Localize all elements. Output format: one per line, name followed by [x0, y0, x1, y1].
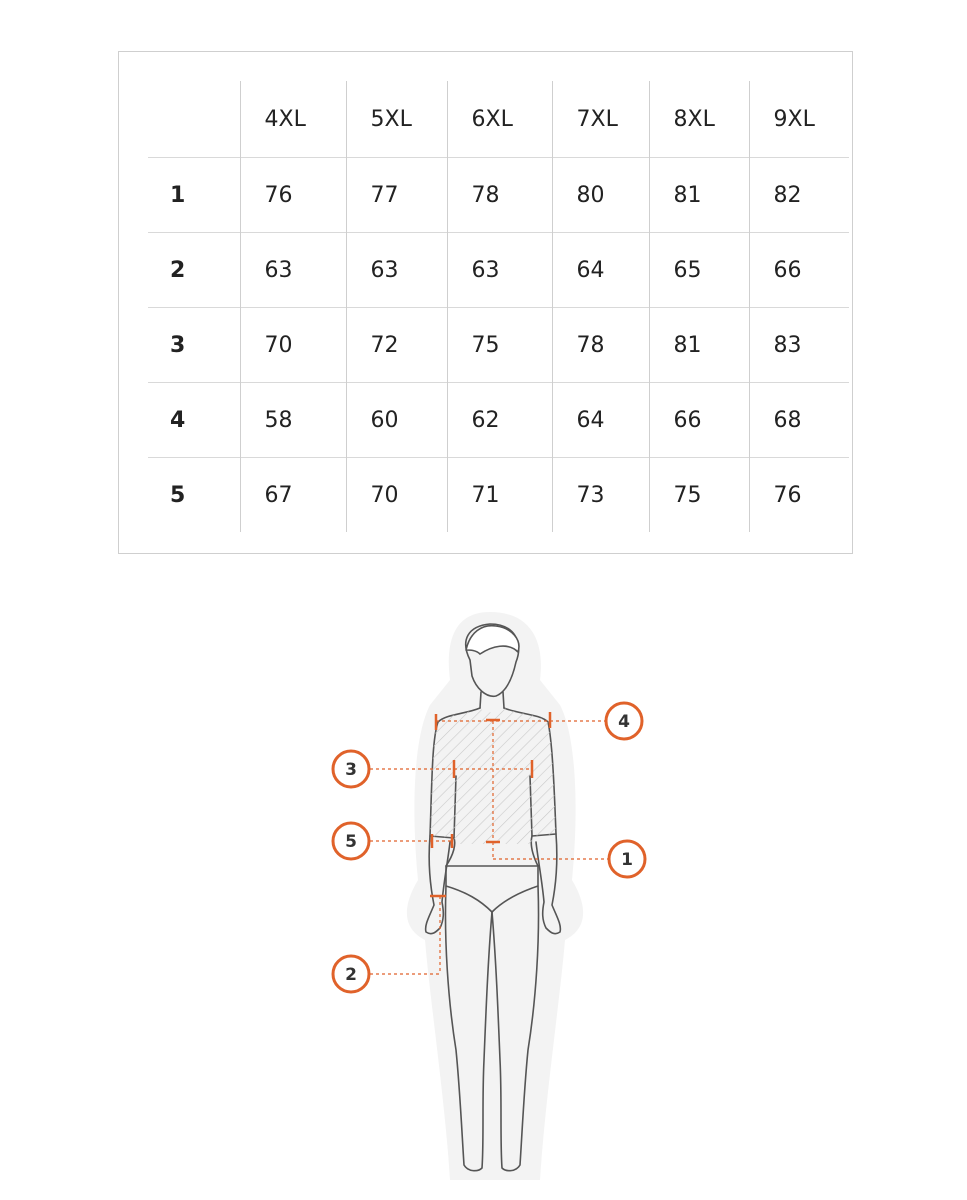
table-cell: 70 [346, 458, 447, 533]
marker-badge-4 [606, 703, 642, 739]
marker-badge-5 [333, 823, 369, 859]
size-header-cell: 6XL [447, 81, 552, 158]
marker-number: 2 [345, 965, 357, 985]
table-cell: 75 [447, 308, 552, 383]
measurement-number: 2 [148, 233, 240, 308]
size-header-cell: 4XL [240, 81, 346, 158]
measurement-diagram [0, 580, 967, 1200]
table-cell: 71 [447, 458, 552, 533]
size-table-header-row [148, 81, 849, 158]
table-cell: 63 [447, 233, 552, 308]
size-header-cell: 9XL [749, 81, 849, 158]
marker-badge-1 [609, 841, 645, 877]
table-cell: 60 [346, 383, 447, 458]
marker-number: 4 [618, 712, 630, 732]
table-cell: 63 [240, 233, 346, 308]
measurement-number: 4 [148, 383, 240, 458]
table-cell: 76 [749, 458, 849, 533]
marker-number: 3 [345, 760, 357, 780]
table-cell: 83 [749, 308, 849, 383]
table-cell: 81 [649, 158, 749, 233]
measurement-number: 3 [148, 308, 240, 383]
table-cell: 62 [447, 383, 552, 458]
size-table-corner [148, 81, 240, 158]
table-row [148, 308, 849, 383]
table-cell: 78 [552, 308, 649, 383]
table-cell: 70 [240, 308, 346, 383]
marker-badge-3 [333, 751, 369, 787]
table-row [148, 158, 849, 233]
table-row [148, 458, 849, 533]
measurement-number: 1 [148, 158, 240, 233]
table-cell: 75 [649, 458, 749, 533]
table-cell: 64 [552, 383, 649, 458]
marker-number: 5 [345, 832, 357, 852]
table-cell: 82 [749, 158, 849, 233]
table-cell: 65 [649, 233, 749, 308]
marker-badge-2 [333, 956, 369, 992]
table-cell: 58 [240, 383, 346, 458]
table-cell: 76 [240, 158, 346, 233]
table-row [148, 233, 849, 308]
table-cell: 68 [749, 383, 849, 458]
table-cell: 67 [240, 458, 346, 533]
body-figure-illustration [0, 580, 967, 1200]
table-cell: 63 [346, 233, 447, 308]
table-cell: 81 [649, 308, 749, 383]
table-cell: 73 [552, 458, 649, 533]
measurement-number: 5 [148, 458, 240, 533]
table-row [148, 383, 849, 458]
table-cell: 64 [552, 233, 649, 308]
size-header-cell: 7XL [552, 81, 649, 158]
table-cell: 72 [346, 308, 447, 383]
table-cell: 80 [552, 158, 649, 233]
table-cell: 66 [649, 383, 749, 458]
size-header-cell: 8XL [649, 81, 749, 158]
table-cell: 66 [749, 233, 849, 308]
size-table-card [118, 51, 853, 554]
size-header-cell: 5XL [346, 81, 447, 158]
marker-number: 1 [621, 850, 633, 870]
table-cell: 77 [346, 158, 447, 233]
size-table [148, 81, 849, 532]
table-cell: 78 [447, 158, 552, 233]
